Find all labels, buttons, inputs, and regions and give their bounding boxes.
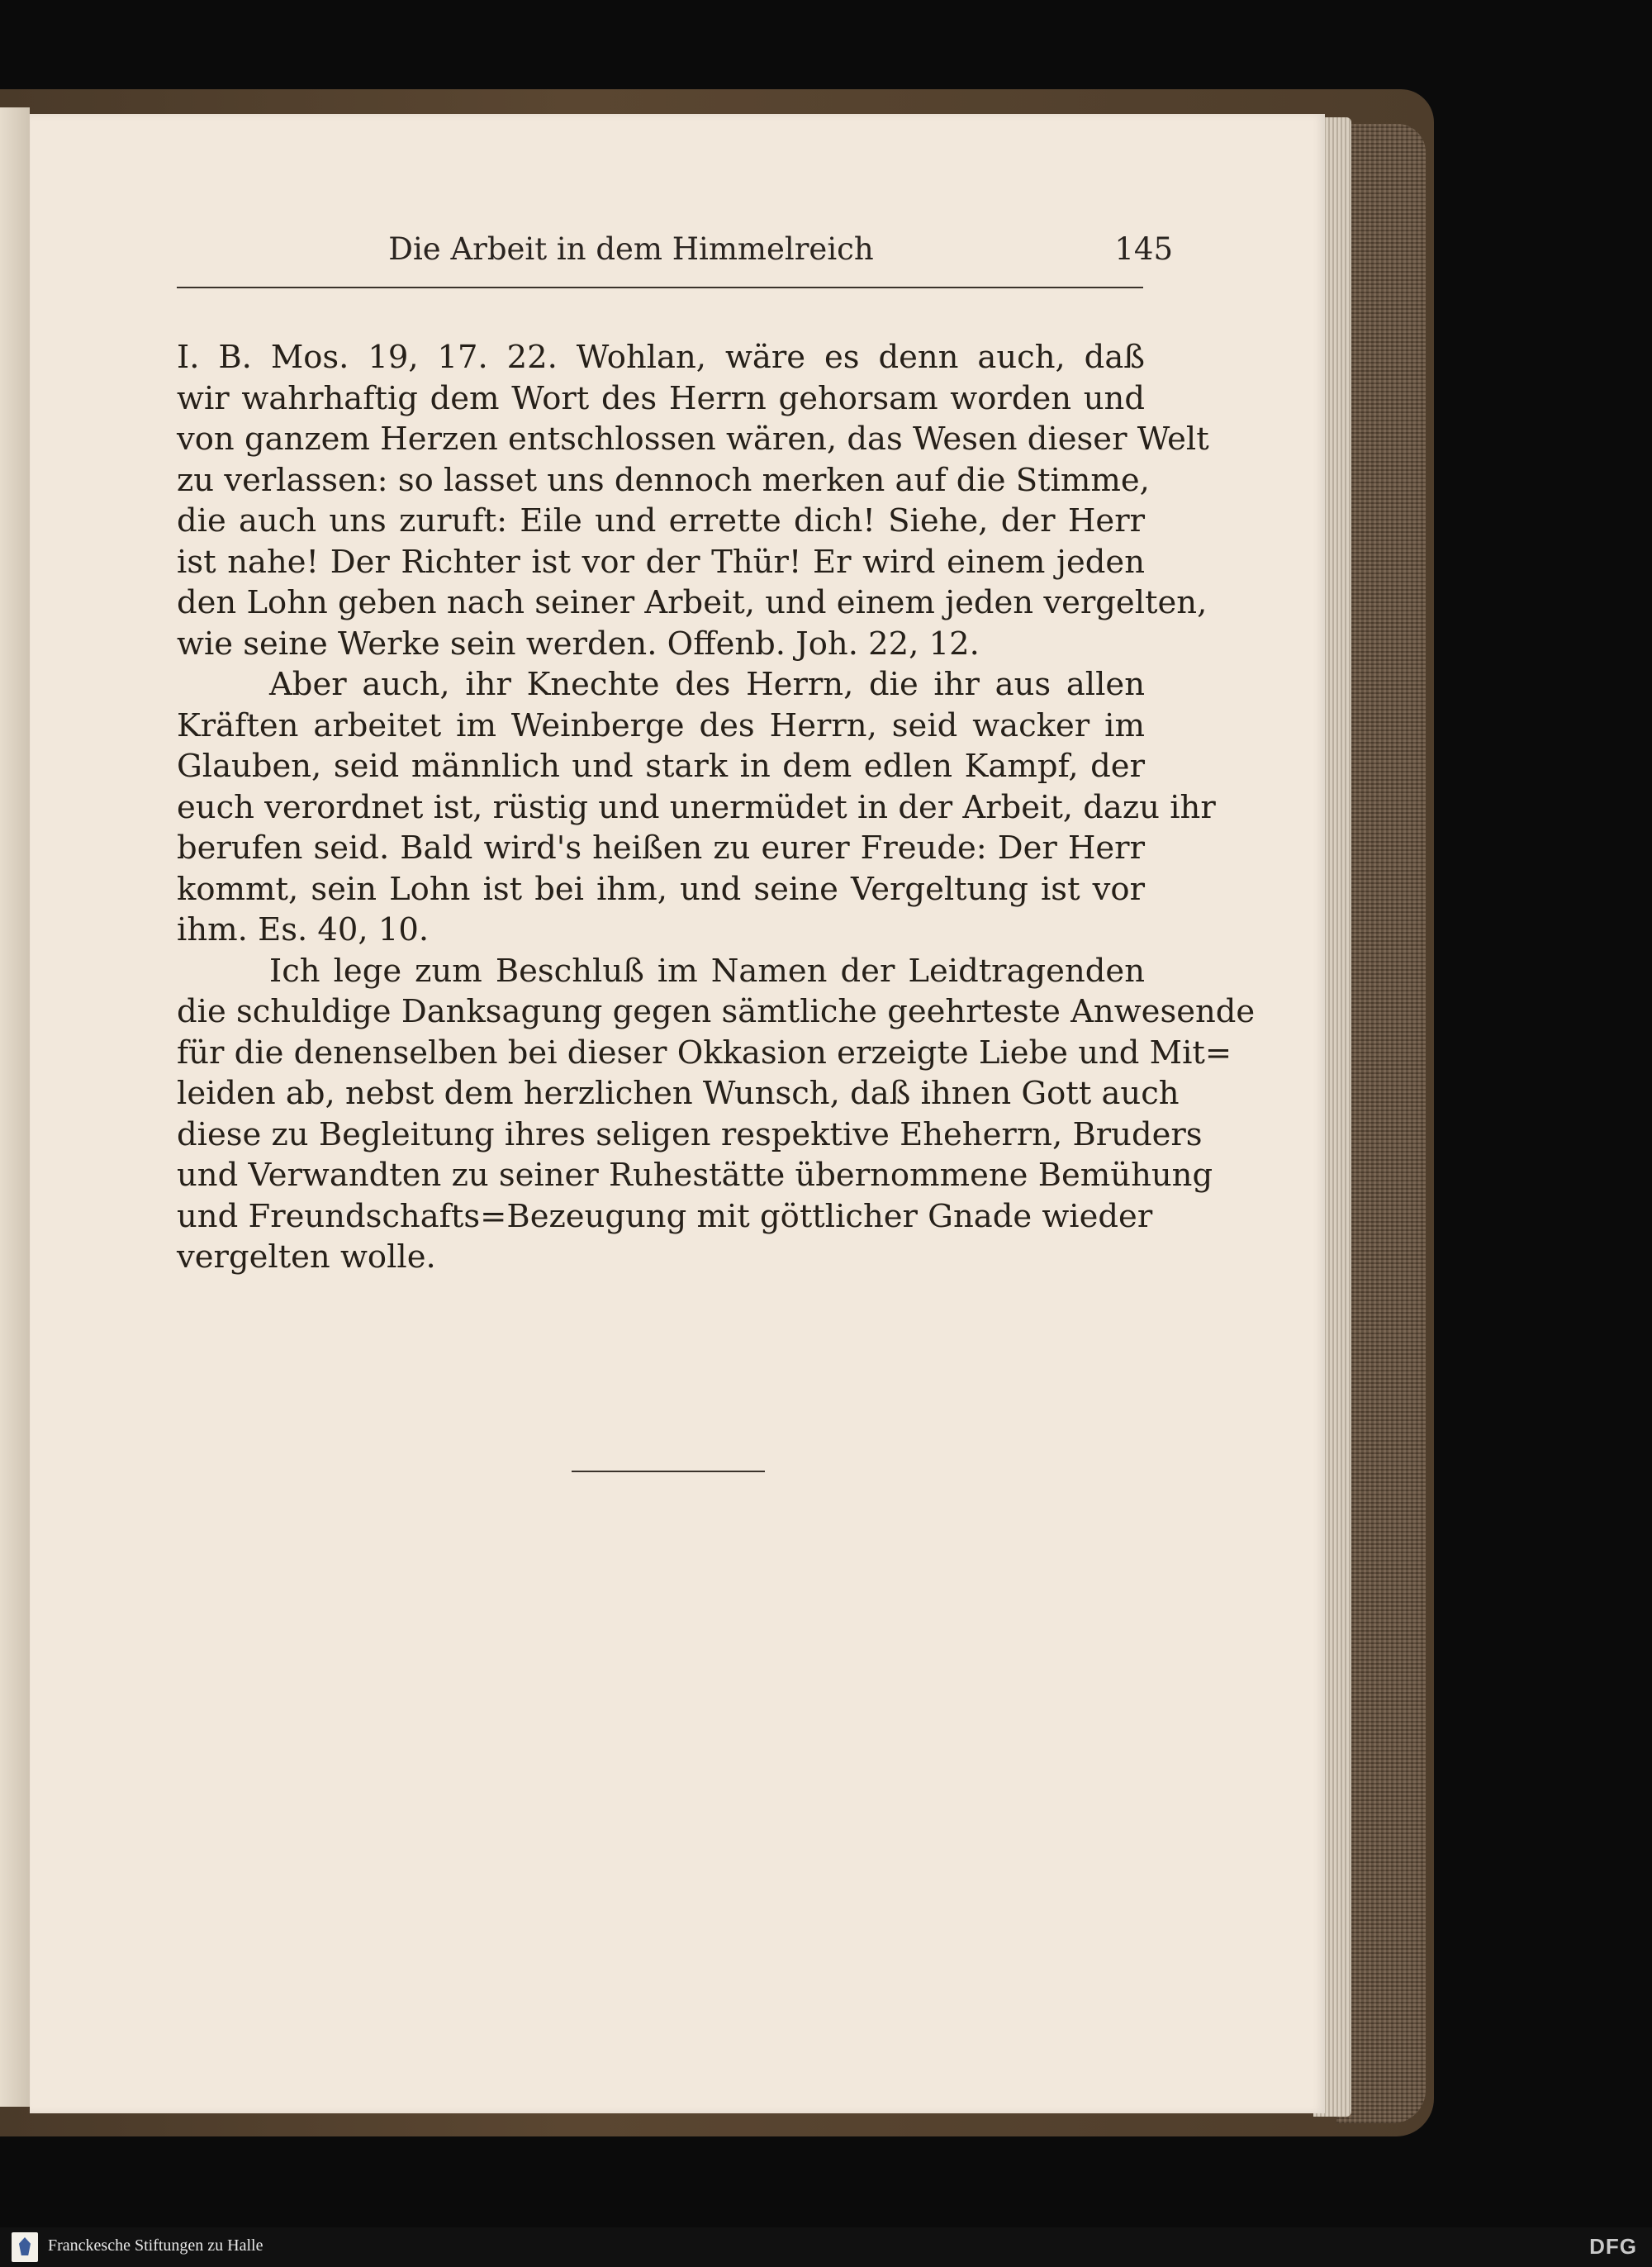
text-line: kommt, sein Lohn ist bei ihm, und seine Vergeltung ist vor xyxy=(177,870,1145,908)
viewer-footer xyxy=(0,2227,1652,2267)
body-text xyxy=(177,337,1256,1278)
running-head xyxy=(177,231,1173,286)
dfg-logo: DFG xyxy=(1589,2234,1637,2259)
text-line: den Lohn geben nach seiner Arbeit, und einem jeden vergelten, xyxy=(177,584,1208,621)
facing-page-edge xyxy=(0,107,30,2107)
text-line: vergelten wolle. xyxy=(177,1238,436,1276)
text-line: zu verlassen: so lasset uns dennoch merken auf die Stimme, xyxy=(177,461,1150,499)
text-line: für die denenselben bei dieser Okkasion erzeigte Liebe und Mit= xyxy=(177,1034,1232,1072)
text-line: und Verwandten zu seiner Ruhestätte übernommene Bemühung xyxy=(177,1157,1213,1194)
institution-name: Franckesche Stiftungen zu Halle xyxy=(48,2236,263,2255)
text-line: ihm. Es. 40, 10. xyxy=(177,911,430,948)
text-line: wir wahrhaftig dem Wort des Herrn gehorsam worden und xyxy=(177,379,1145,417)
text-line: I. B. Mos. 19, 17. 22. Wohlan, wäre es denn auch, daß xyxy=(177,339,1145,376)
end-rule xyxy=(572,1471,765,1472)
text-line: Aber auch, ihr Knechte des Herrn, die ihr aus allen xyxy=(269,666,1145,703)
text-line: wie seine Werke sein werden. Offenb. Joh. 22, 12. xyxy=(177,625,980,663)
text-line: und Freundschafts=Bezeugung mit göttlicher Gnade wieder xyxy=(177,1197,1153,1235)
text-line: euch verordnet ist, rüstig und unermüdet in der Arbeit, dazu ihr xyxy=(177,788,1216,826)
text-line: ist nahe! Der Richter ist vor der Thür! Er wird einem jeden xyxy=(177,543,1145,581)
text-line: Glauben, seid männlich und stark in dem edlen Kampf, der xyxy=(177,748,1145,785)
text-line: leiden ab, nebst dem herzlichen Wunsch, daß ihnen Gott auch xyxy=(177,1075,1180,1112)
institution-logo-icon xyxy=(12,2232,38,2262)
text-line: die auch uns zuruft: Eile und errette dich! Siehe, der Herr xyxy=(177,502,1145,539)
text-line: diese zu Begleitung ihres seligen respektive Eheherrn, Bruders xyxy=(177,1115,1203,1153)
running-title: Die Arbeit in dem Himmelreich xyxy=(388,231,874,267)
text-line: die schuldige Danksagung gegen sämtliche geehrteste Anwesende xyxy=(177,993,1256,1030)
text-line: Ich lege zum Beschluß im Namen der Leidtragenden xyxy=(269,952,1145,990)
text-line: von ganzem Herzen entschlossen wären, das Wesen dieser Welt xyxy=(177,421,1209,458)
text-line: Kräften arbeitet im Weinberge des Herrn, seid wacker im xyxy=(177,706,1145,744)
page-number: 145 xyxy=(1114,231,1173,267)
header-rule xyxy=(177,287,1143,288)
book-page xyxy=(30,114,1325,2113)
text-line: berufen seid. Bald wird's heißen zu eurer Freude: Der Herr xyxy=(177,829,1145,867)
